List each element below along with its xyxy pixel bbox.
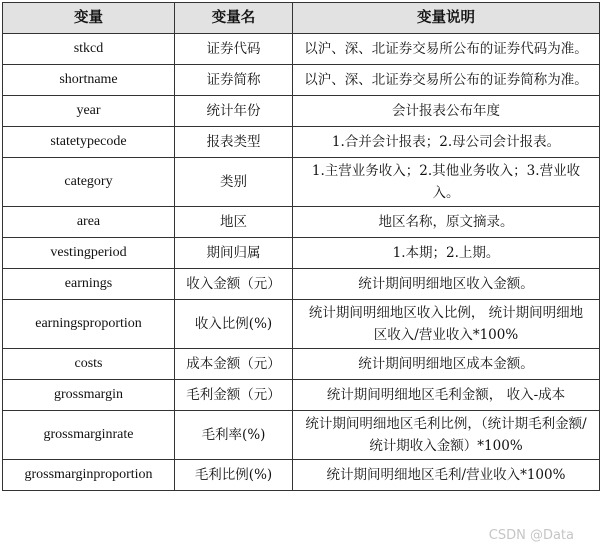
description-cell: 统计期间明细地区收入金额。 — [293, 269, 600, 300]
table-row — [3, 411, 600, 460]
variable-name-cell: 报表类型 — [175, 127, 293, 158]
variable-cell: category — [3, 158, 175, 207]
variable-cell: stkcd — [3, 34, 175, 65]
variable-name-cell: 证券简称 — [175, 65, 293, 96]
variable-cell: earningsproportion — [3, 300, 175, 349]
description-cell: 1.合并会计报表；2.母公司会计报表。 — [293, 127, 600, 158]
description-cell: 统计期间明细地区毛利比例，（统计期毛利金额/统计期收入金额）*100% — [293, 411, 600, 460]
variable-cell: costs — [3, 349, 175, 380]
variable-cell: grossmarginrate — [3, 411, 175, 460]
variable-name-cell: 期间归属 — [175, 238, 293, 269]
variable-name-cell: 地区 — [175, 207, 293, 238]
description-cell: 1.主营业务收入；2.其他业务收入；3.营业收入。 — [293, 158, 600, 207]
table-row — [3, 34, 600, 65]
variable-name-cell: 收入金额（元） — [175, 269, 293, 300]
description-cell: 统计期间明细地区毛利金额， 收入-成本 — [293, 380, 600, 411]
header-variable: 变量 — [3, 3, 175, 34]
table-row — [3, 300, 600, 349]
variable-table — [2, 2, 600, 491]
header-variable-name: 变量名 — [175, 3, 293, 34]
description-cell: 统计期间明细地区成本金额。 — [293, 349, 600, 380]
variable-cell: area — [3, 207, 175, 238]
variable-name-cell: 毛利比例(%) — [175, 460, 293, 491]
variable-cell: statetypecode — [3, 127, 175, 158]
variable-name-cell: 收入比例(%) — [175, 300, 293, 349]
variable-cell: year — [3, 96, 175, 127]
description-cell: 1.本期；2.上期。 — [293, 238, 600, 269]
table-row — [3, 96, 600, 127]
variable-name-cell: 成本金额（元） — [175, 349, 293, 380]
variable-name-cell: 统计年份 — [175, 96, 293, 127]
variable-cell: earnings — [3, 269, 175, 300]
watermark: CSDN @Data — [488, 528, 574, 543]
variable-name-cell: 证券代码 — [175, 34, 293, 65]
variable-cell: grossmarginproportion — [3, 460, 175, 491]
table-row — [3, 349, 600, 380]
table-row — [3, 238, 600, 269]
variable-cell: shortname — [3, 65, 175, 96]
header-variable-description: 变量说明 — [293, 3, 600, 34]
description-cell: 统计期间明细地区收入比例， 统计期间明细地区收入/营业收入*100% — [293, 300, 600, 349]
table-row — [3, 380, 600, 411]
description-cell: 以沪、深、北证券交易所公布的证券代码为准。 — [293, 34, 600, 65]
table-row — [3, 127, 600, 158]
description-cell: 统计期间明细地区毛利/营业收入*100% — [293, 460, 600, 491]
table-row — [3, 269, 600, 300]
table-row — [3, 65, 600, 96]
description-cell: 地区名称，原文摘录。 — [293, 207, 600, 238]
header-row — [3, 3, 600, 34]
table-row — [3, 460, 600, 491]
description-cell: 以沪、深、北证券交易所公布的证券简称为准。 — [293, 65, 600, 96]
table-row — [3, 207, 600, 238]
description-cell: 会计报表公布年度 — [293, 96, 600, 127]
variable-cell: vestingperiod — [3, 238, 175, 269]
variable-name-cell: 毛利率(%) — [175, 411, 293, 460]
variable-cell: grossmargin — [3, 380, 175, 411]
table-row — [3, 158, 600, 207]
variable-name-cell: 类别 — [175, 158, 293, 207]
variable-name-cell: 毛利金额（元） — [175, 380, 293, 411]
